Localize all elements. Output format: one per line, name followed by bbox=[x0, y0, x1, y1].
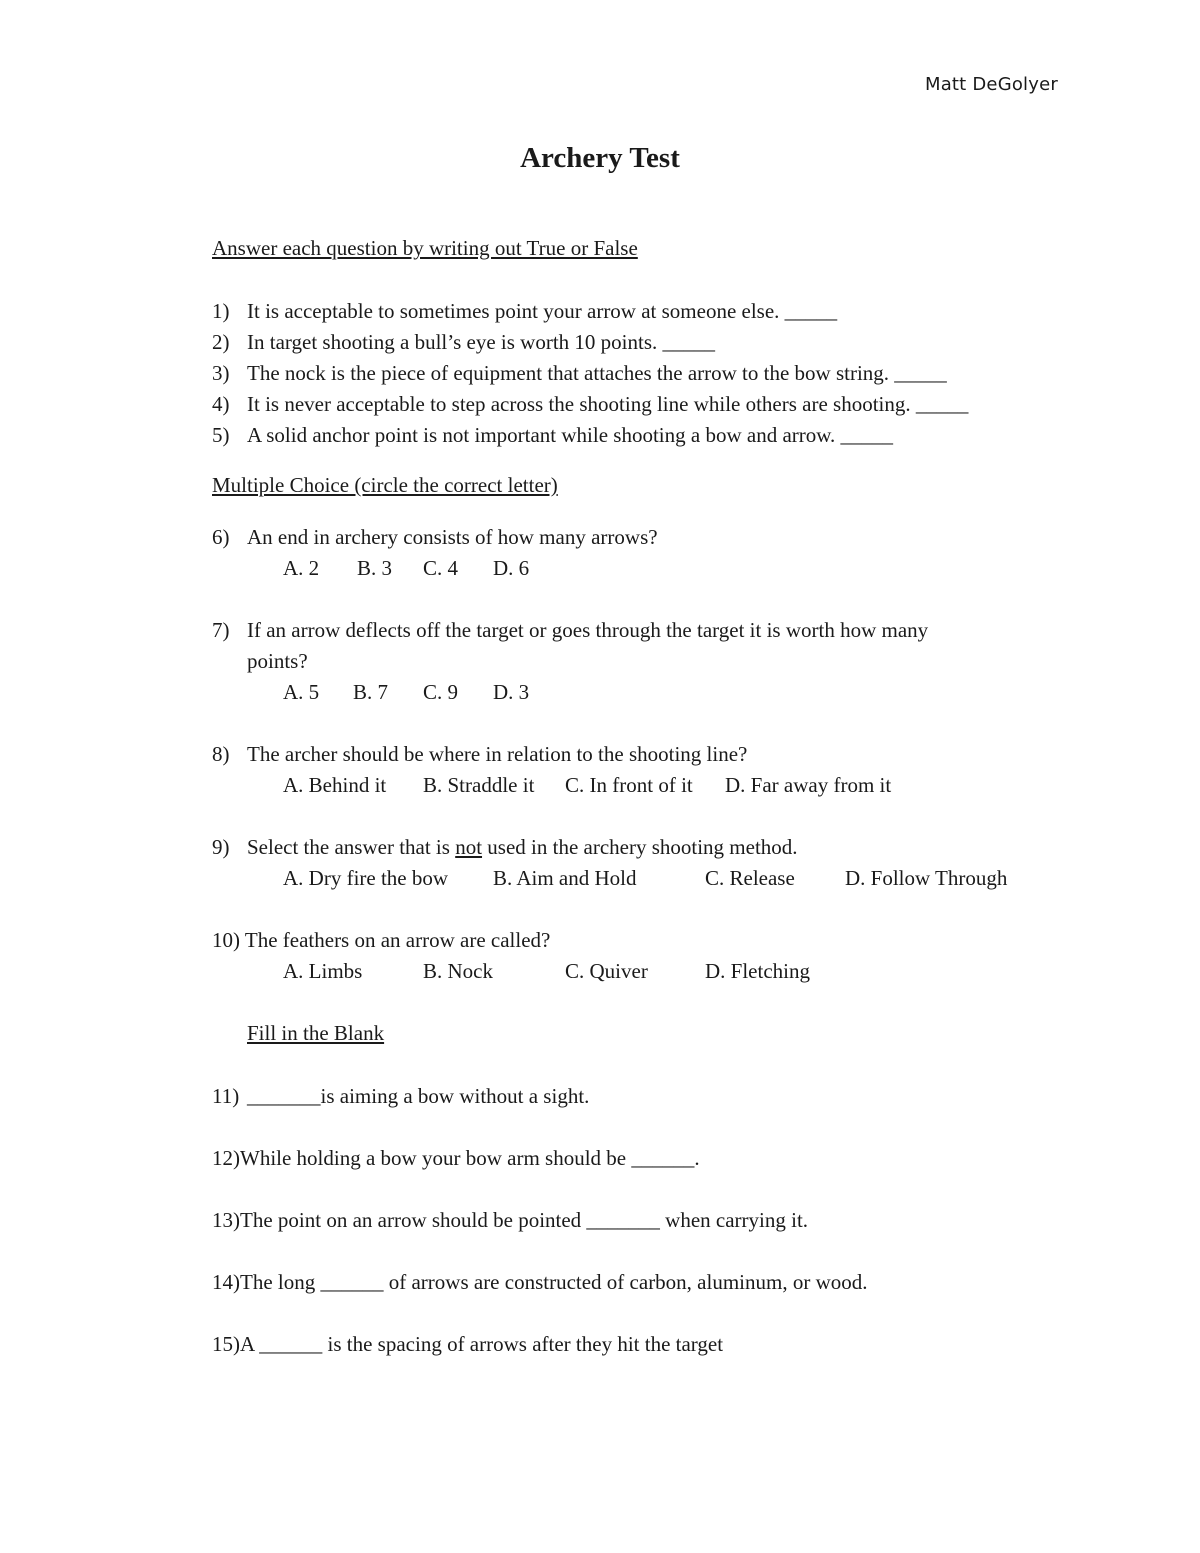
option-c: C. 4 bbox=[423, 556, 459, 580]
question-number: 2) bbox=[212, 330, 230, 354]
question-text-line-1: If an arrow deflects off the target or goes through the target it is worth how many bbox=[247, 618, 929, 642]
question-text-before: Select the answer that is bbox=[247, 835, 456, 859]
question-7-line-2: points? bbox=[247, 649, 308, 673]
option-d: D. Fletching bbox=[705, 959, 810, 983]
author-name: Matt DeGolyer bbox=[924, 74, 1058, 95]
question-9-options bbox=[283, 865, 1007, 891]
option-b: B. 3 bbox=[357, 556, 393, 580]
option-a: A. Behind it bbox=[283, 773, 387, 797]
question-2 bbox=[212, 329, 715, 355]
option-d: D. 3 bbox=[493, 680, 530, 704]
question-text-after: used in the archery shooting method. bbox=[482, 835, 798, 859]
option-c: C. 9 bbox=[423, 680, 459, 704]
option-d: D. Far away from it bbox=[725, 773, 892, 797]
question-number: 5) bbox=[212, 423, 230, 447]
question-text: An end in archery consists of how many arrows? bbox=[247, 525, 658, 549]
question-number: 15) bbox=[212, 1332, 240, 1356]
question-text-emphasis: not bbox=[455, 835, 483, 859]
question-8-options bbox=[283, 772, 891, 798]
question-3 bbox=[212, 360, 947, 386]
option-c: C. Quiver bbox=[565, 959, 648, 983]
question-number: 14) bbox=[212, 1270, 240, 1294]
option-d: D. Follow Through bbox=[845, 866, 1008, 890]
option-a: A. Limbs bbox=[283, 959, 363, 983]
question-text: It is acceptable to sometimes point your arrow at someone else. _____ bbox=[247, 299, 838, 323]
option-c: C. In front of it bbox=[565, 773, 693, 797]
question-7-options bbox=[283, 679, 529, 705]
question-10-options bbox=[283, 958, 810, 984]
question-text: _______is aiming a bow without a sight. bbox=[247, 1084, 590, 1108]
question-11 bbox=[212, 1083, 589, 1109]
question-number: 7) bbox=[212, 618, 230, 642]
question-number: 12) bbox=[212, 1146, 240, 1170]
question-14 bbox=[212, 1269, 868, 1295]
question-13 bbox=[212, 1207, 808, 1233]
question-text: In target shooting a bull’s eye is worth 10 points. _____ bbox=[247, 330, 715, 354]
question-4 bbox=[212, 391, 968, 417]
option-a: A. Dry fire the bow bbox=[283, 866, 449, 890]
option-b: B. 7 bbox=[353, 680, 389, 704]
question-number: 10) bbox=[212, 928, 240, 952]
question-6-options bbox=[283, 555, 529, 581]
question-7 bbox=[212, 617, 928, 643]
question-number: 1) bbox=[212, 299, 230, 323]
option-b: B. Straddle it bbox=[423, 773, 535, 797]
question-10 bbox=[212, 927, 550, 953]
question-number: 9) bbox=[212, 835, 230, 859]
option-b: B. Aim and Hold bbox=[493, 866, 637, 890]
question-text: The nock is the piece of equipment that attaches the arrow to the bow string. _____ bbox=[247, 361, 947, 385]
question-text: The point on an arrow should be pointed _______ when carrying it. bbox=[240, 1208, 809, 1232]
question-6 bbox=[212, 524, 658, 550]
option-a: A. 2 bbox=[283, 556, 320, 580]
question-number: 3) bbox=[212, 361, 230, 385]
question-number: 4) bbox=[212, 392, 230, 416]
question-number: 6) bbox=[212, 525, 230, 549]
option-d: D. 6 bbox=[493, 556, 530, 580]
true-false-heading: Answer each question by writing out True or False bbox=[212, 236, 638, 260]
question-text: It is never acceptable to step across the shooting line while others are shooting. _____ bbox=[247, 392, 969, 416]
option-c: C. Release bbox=[705, 866, 795, 890]
question-text: The long ______ of arrows are constructed of carbon, aluminum, or wood. bbox=[240, 1270, 868, 1294]
question-9 bbox=[212, 834, 798, 860]
question-text: A solid anchor point is not important while shooting a bow and arrow. _____ bbox=[247, 423, 894, 447]
question-8 bbox=[212, 741, 747, 767]
question-5 bbox=[212, 422, 893, 448]
question-1 bbox=[212, 298, 837, 324]
question-number: 13) bbox=[212, 1208, 240, 1232]
option-b: B. Nock bbox=[423, 959, 493, 983]
page-title: Archery Test bbox=[520, 142, 680, 174]
question-number: 11) bbox=[212, 1084, 240, 1108]
fill-blank-heading: Fill in the Blank bbox=[247, 1021, 385, 1045]
multiple-choice-heading: Multiple Choice (circle the correct letter) bbox=[212, 473, 558, 497]
question-text: While holding a bow your bow arm should be ______. bbox=[240, 1146, 700, 1170]
question-15 bbox=[212, 1331, 723, 1357]
question-number: 8) bbox=[212, 742, 230, 766]
option-a: A. 5 bbox=[283, 680, 320, 704]
question-text: The archer should be where in relation to the shooting line? bbox=[247, 742, 748, 766]
question-text: A ______ is the spacing of arrows after they hit the target bbox=[240, 1332, 724, 1356]
question-text: The feathers on an arrow are called? bbox=[244, 928, 551, 952]
question-12 bbox=[212, 1145, 700, 1171]
